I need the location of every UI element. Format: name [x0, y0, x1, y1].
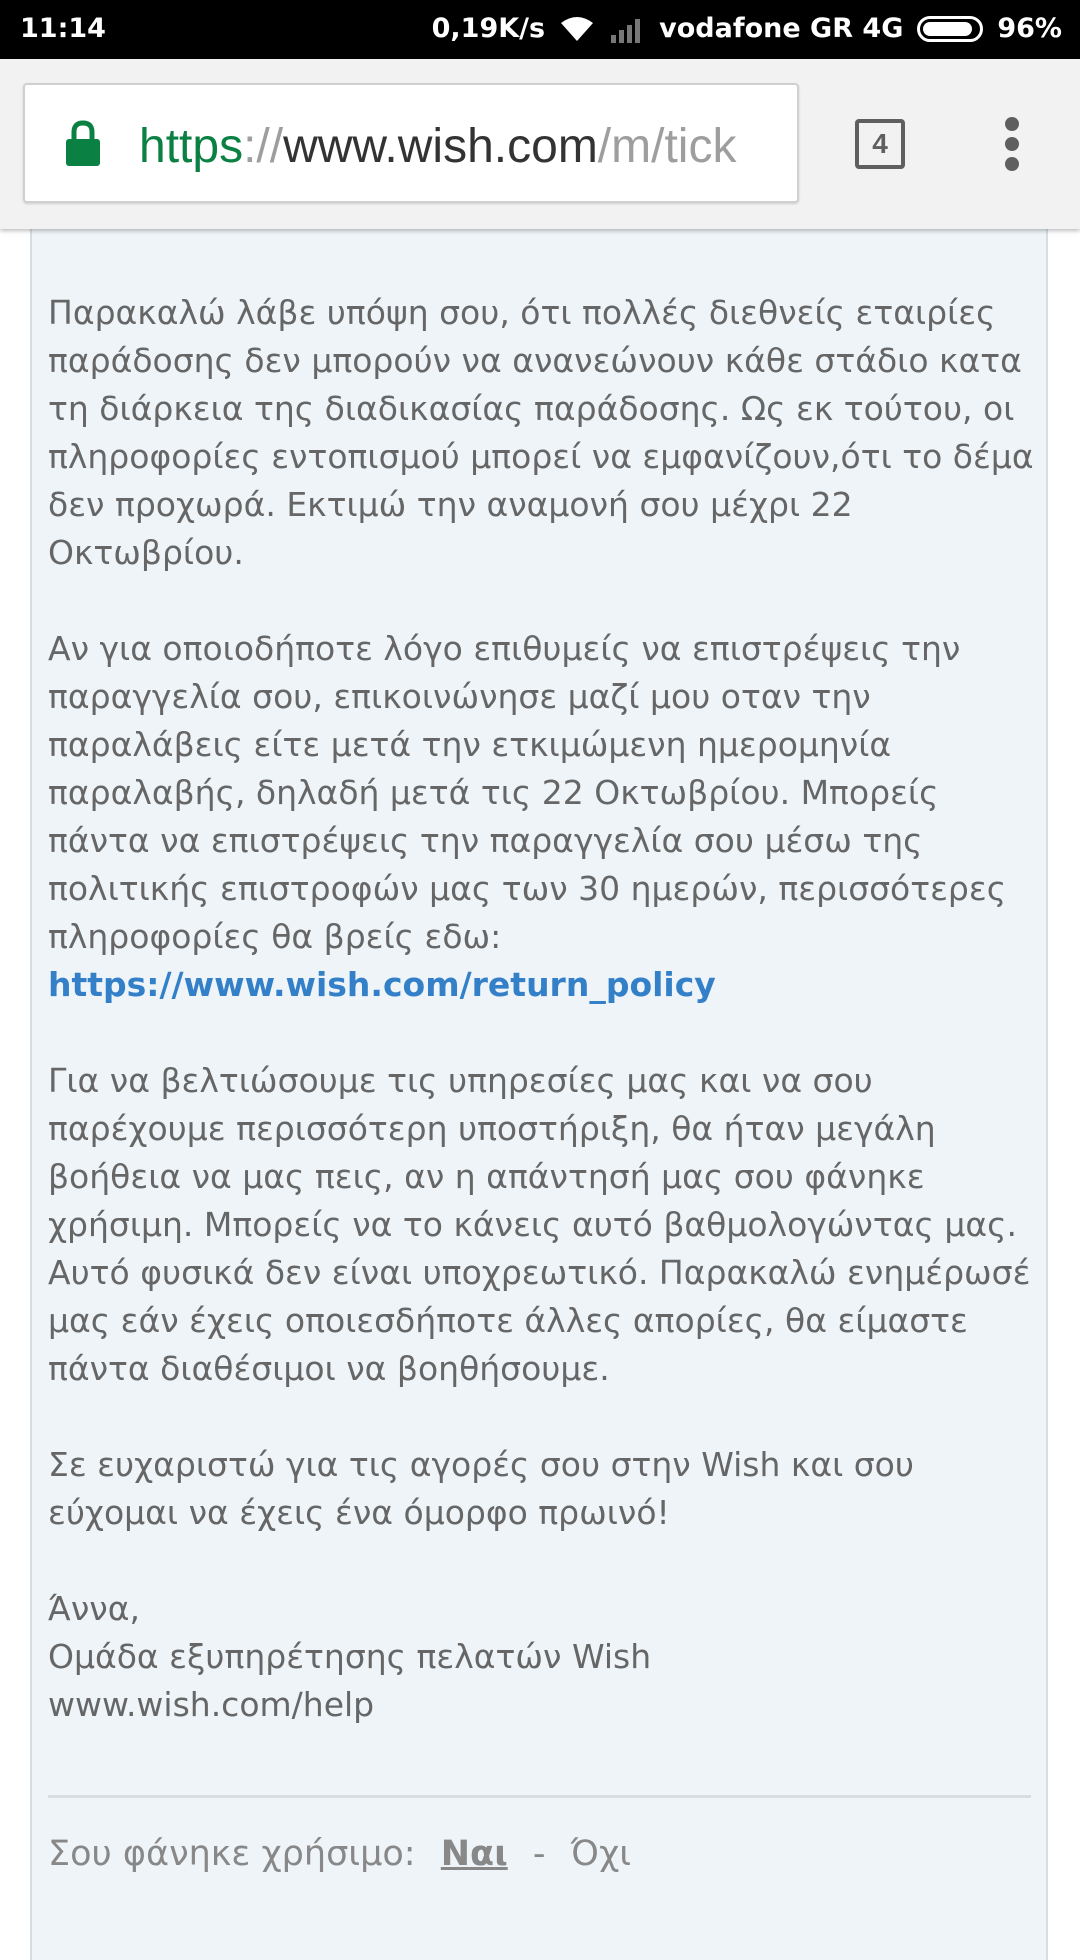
signature-name: Άννα,: [48, 1589, 140, 1628]
divider: [48, 1795, 1031, 1798]
wifi-icon: [559, 15, 595, 43]
url-text: [139, 119, 789, 174]
lock-icon: [65, 119, 101, 172]
browser-toolbar: [0, 59, 1080, 229]
feedback-question: Σου φάνηκε χρήσιμο:: [48, 1834, 416, 1874]
url-scheme: https: [139, 120, 244, 173]
status-bar: [0, 0, 1080, 59]
tab-switcher-button[interactable]: 4: [855, 119, 905, 169]
clock: 11:14: [20, 13, 106, 44]
feedback-no-link[interactable]: Όχι: [570, 1834, 632, 1874]
signature: [48, 1585, 1048, 1729]
status-icons: [432, 13, 1062, 44]
message-paragraph: Σε ευχαριστώ για τις αγορές σου στην Wish και σου εύχομαι να έχεις ένα όμορφο πρωινό!: [48, 1445, 914, 1532]
network-speed: 0,19K/s: [431, 13, 546, 44]
url-path: /m/tick: [597, 120, 737, 173]
message-body: [48, 289, 1048, 1777]
helpful-feedback: [48, 1834, 631, 1874]
carrier-label: vodafone GR 4G: [659, 13, 904, 44]
battery-icon: [917, 16, 983, 42]
feedback-yes-link[interactable]: Ναι: [440, 1834, 508, 1874]
url-separator: ://: [243, 120, 284, 173]
message-paragraph: Για να βελτιώσουμε τις υπηρεσίες μας και να σου παρέχουμε περισσότερη υποστήριξη, θα ήταν μεγάλη βοήθεια να μας πεις, αν η απάντησή μας σου φάνηκε χρήσιμη. Μπορείς να το κάνεις αυτό βαθμολογώντας μας. Αυτό φυσικά δεν είναι υποχρεωτικό. Παρακαλώ ενημέρωσέ μας εάν έχεις οποιεσδήποτε άλλες απορίες, θα είμαστε πάντα διαθέσιμοι να βοηθήσουμε.: [48, 1061, 1031, 1388]
message-paragraph-return: [48, 625, 1048, 1009]
menu-dots-icon[interactable]: [1000, 117, 1024, 171]
battery-level: [923, 22, 972, 36]
address-bar[interactable]: [23, 83, 799, 203]
message-paragraph-text: Αν για οποιοδήποτε λόγο επιθυμείς να επιστρέψεις την παραγγελία σου, επικοινώνησε μαζί μου οταν την παραλάβεις είτε μετά την ετκιμώμενη ημερομηνία παραλαβής, δηλαδή μετά τις 22 Οκτωβρίου. Μπορείς πάντα να επιστρέψεις την παραγγελία σου μέσω της πολιτικής επιστροφών μας των 30 ημερών, περισσότερες πληροφορίες θα βρείς εδω:: [48, 629, 1007, 956]
signal-icon: [609, 15, 645, 43]
signature-url: www.wish.com/help: [48, 1685, 375, 1724]
message-paragraph: Παρακαλώ λάβε υπόψη σου, ότι πολλές διεθνείς εταιρίες παράδοσης δεν μπορούν να ανανεώνουν κάθε στάδιο κατα τη διάρκεια της διαδικασίας παράδοσης. Ως εκ τούτου, οι πληροφορίες εντοπισμού μπορεί να εμφανίζουν,ότι το δέμα δεν προχωρά. Εκτιμώ την αναμονή σου μέχρι 22 Οκτωβρίου.: [48, 293, 1034, 572]
return-policy-link[interactable]: https://www.wish.com/return_policy: [48, 965, 716, 1004]
url-host: www.wish.com: [283, 120, 598, 173]
signature-team: Ομάδα εξυπηρέτησης πελατών Wish: [48, 1637, 652, 1676]
battery-percent: 96%: [997, 13, 1062, 44]
feedback-separator: -: [532, 1834, 546, 1874]
